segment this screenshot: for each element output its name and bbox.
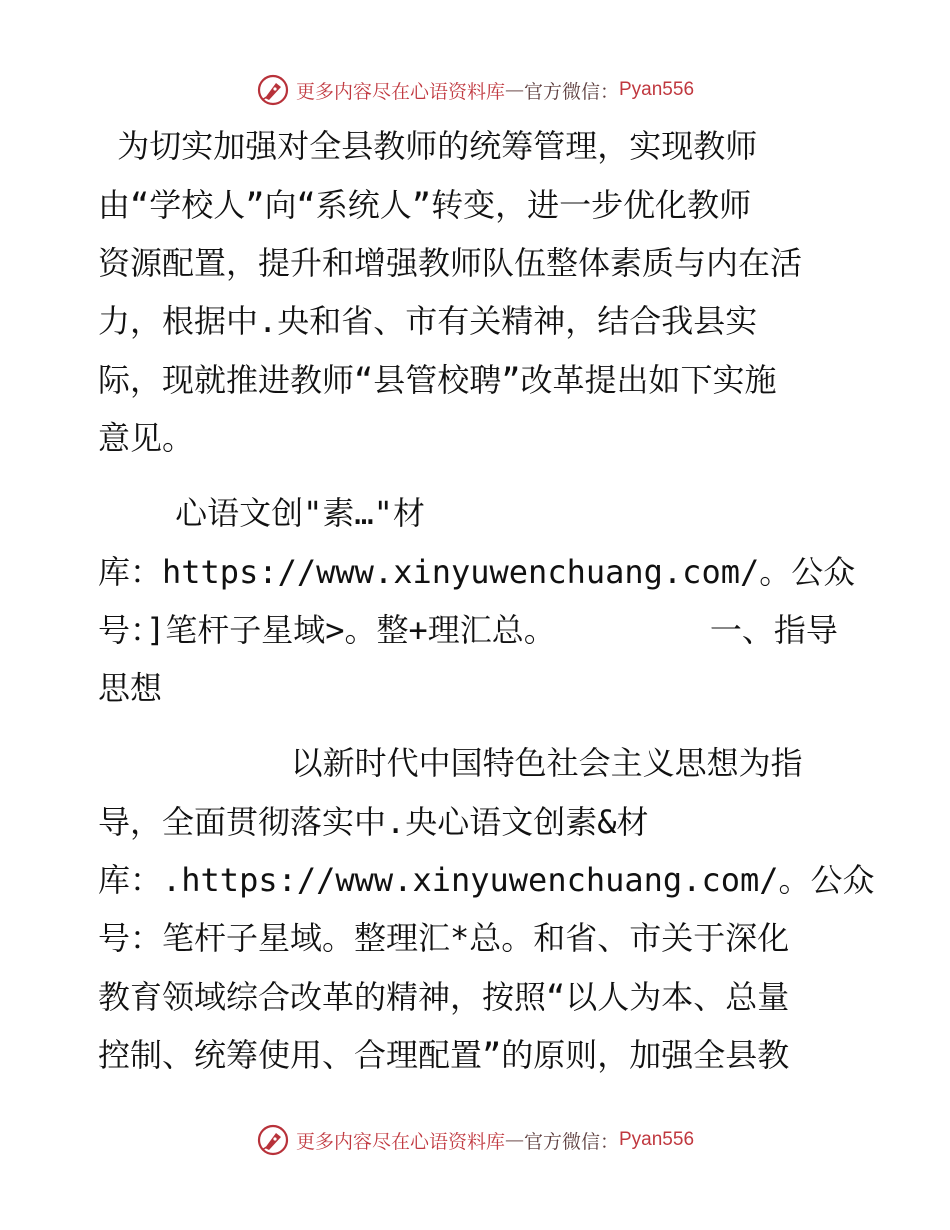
body-line: 意见。: [98, 419, 195, 457]
banner-site-text: 更多内容尽在心语资料库: [295, 80, 505, 103]
body-line: 思想: [98, 669, 163, 707]
body-line: 以新时代中国特色社会主义思想为指: [98, 744, 803, 782]
body-line: 导，全面贯彻落实中.央心语文创素&材: [98, 803, 649, 841]
banner-site-text: 更多内容尽在心语资料库: [295, 1130, 505, 1153]
body-line: 由“学校人”向“系统人”转变，进一步优化教师: [98, 186, 752, 224]
body-line: 力，根据中.央和省、市有关精神，结合我县实: [98, 302, 758, 340]
body-line: 号：]笔杆子星域>。整+理汇总。 一、指导: [98, 611, 838, 649]
banner-dash: —: [504, 79, 524, 101]
banner-dash: —: [504, 1129, 524, 1151]
body-line: 教育领域综合改革的精神，按照“以人为本、总量: [98, 978, 790, 1016]
body-line: 为切实加强对全县教师的统筹管理，实现教师: [98, 127, 758, 165]
footer-banner: [0, 1120, 950, 1160]
body-line: 控制、统筹使用、合理配置”的原则，加强全县教: [98, 1036, 790, 1074]
header-banner: [0, 70, 950, 110]
pen-nib-logo-icon: [256, 1123, 290, 1157]
body-line: 际，现就推进教师“县管校聘”改革提出如下实施: [98, 361, 777, 399]
banner-wechat-label: 官方微信：: [523, 80, 619, 103]
banner-wechat-label: 官方微信：: [523, 1130, 619, 1153]
banner-wechat-id: Pyan556: [619, 79, 695, 100]
banner-wechat-id: Pyan556: [619, 1129, 695, 1150]
body-line: 库：.https://www.xinyuwenchuang.com/。公众: [98, 861, 875, 899]
body-line: 库：https://www.xinyuwenchuang.com/。公众: [98, 553, 856, 591]
pen-nib-logo-icon: [256, 73, 290, 107]
body-line: 资源配置，提升和增强教师队伍整体素质与内在活: [98, 244, 803, 282]
body-line: 心语文创"素…"材: [98, 494, 425, 532]
body-line: 号：笔杆子星域。整理汇*总。和省、市关于深化: [98, 919, 790, 957]
